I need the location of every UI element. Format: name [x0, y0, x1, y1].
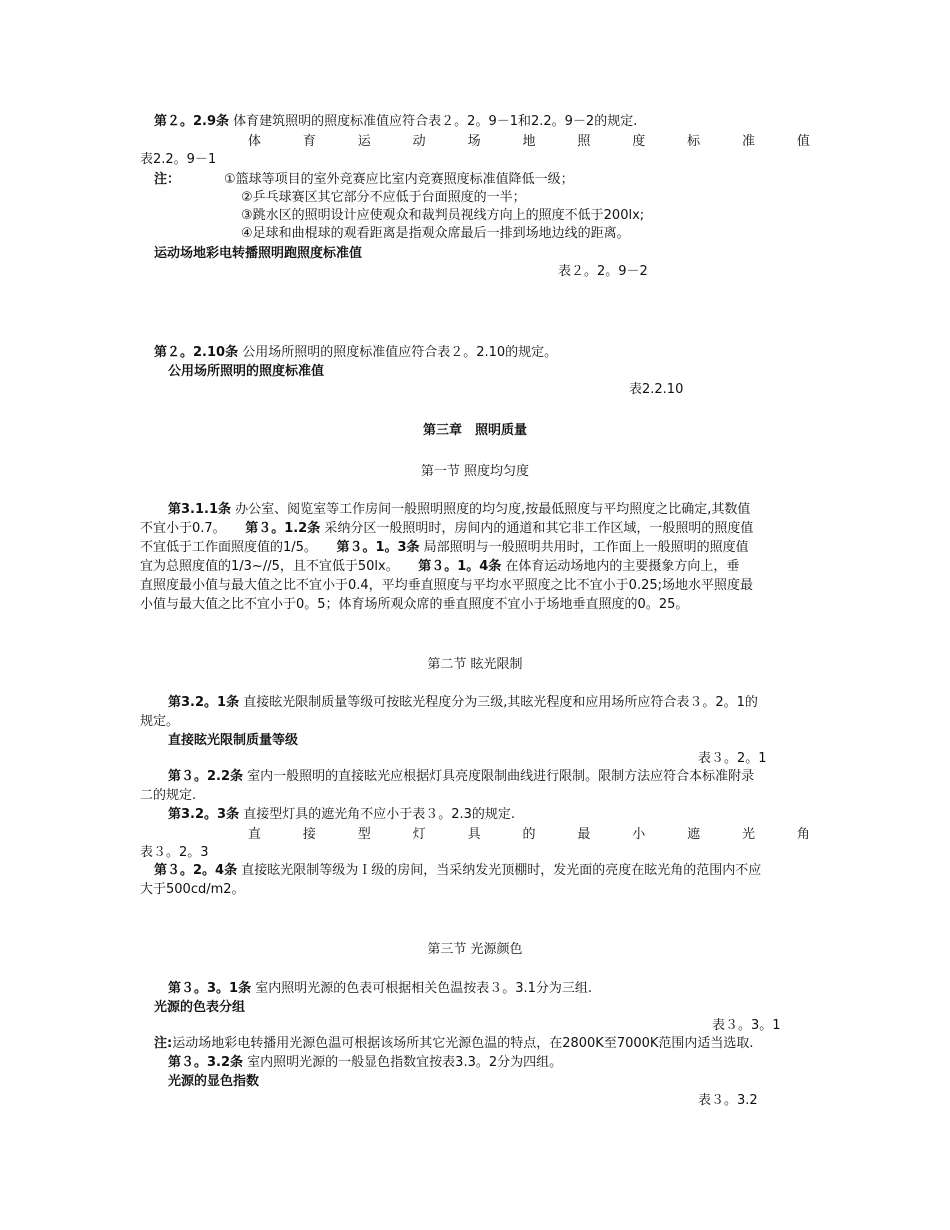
title-char: 体 — [248, 134, 262, 149]
note-item: ②乒乓球赛区其它部分不应低于台面照度的一半； — [241, 190, 526, 205]
title-char: 育 — [302, 134, 316, 149]
table-3-2-1-title: 直接眩光限制质量等级 — [168, 733, 299, 748]
title-char: 遮 — [687, 827, 701, 842]
title-char: 角 — [796, 827, 810, 842]
clause-label: 第３。2.2条 — [168, 769, 244, 784]
table-2-2-10-number: 表2.2.10 — [629, 382, 684, 397]
clause-label: 第３。2。4条 — [154, 863, 238, 878]
section-title: 第二节 眩光限制 — [427, 657, 523, 672]
clause-3-2-3 — [168, 805, 515, 825]
table-3-2-3-title — [248, 825, 810, 845]
paragraph-line — [140, 519, 753, 539]
paragraph-line — [168, 500, 750, 520]
title-char: 直 — [248, 827, 262, 842]
table-3-3-1-title: 光源的色表分组 — [154, 1000, 246, 1015]
clause-label: 第３。3.2条 — [168, 1055, 244, 1070]
clause-label: 第３。3。1条 — [168, 981, 252, 996]
title-char: 光 — [742, 827, 756, 842]
clause-3-3-2 — [168, 1053, 562, 1073]
title-char: 最 — [577, 827, 591, 842]
title-char: 的 — [522, 827, 536, 842]
title-char: 准 — [742, 134, 756, 149]
clause-3-3-1 — [168, 979, 592, 999]
notes-label: 注： — [154, 172, 181, 187]
note-3-3-1 — [154, 1034, 754, 1054]
clause-continuation: 大于500cd/m2。 — [140, 882, 245, 897]
paragraph-line: 直照度最小值与最大值之比不宜小于0.4，平均垂直照度与平均水平照度之比不宜小于0.25;场地水平照度最 — [140, 578, 754, 593]
table-2-2-9-1-number: 表2.2。9－1 — [140, 152, 217, 167]
title-char: 照 — [577, 134, 591, 149]
clause-label: 第3.2。1条 — [168, 695, 240, 710]
table-3-3-2-title: 光源的显色指数 — [168, 1074, 260, 1089]
title-char: 接 — [302, 827, 316, 842]
title-char: 场 — [467, 134, 481, 149]
clause-3-2-1 — [168, 693, 758, 713]
clause-2-2-10 — [154, 343, 557, 363]
line-text: 在体育运动场地内的主要摄象方向上，垂 — [501, 559, 740, 574]
note-item: ①篮球等项目的室外竞赛应比室内竞赛照度标准值降低一级； — [224, 172, 574, 187]
title-char: 灯 — [412, 827, 426, 842]
note-item: ④足球和曲棍球的观看距离是指观众席最后一排到场地边线的距离。 — [241, 226, 630, 241]
clause-text: 室内照明光源的色表可根据相关色温按表３。3.1分为三组. — [255, 981, 593, 996]
note-text: 运动场地彩电转播用光源色温可根据该场所其它光源色温的特点，在2800K至7000K范围内适当选取. — [172, 1036, 754, 1051]
table-3-2-1-number: 表３。2。1 — [698, 751, 767, 766]
chapter-title: 第三章 照明质量 — [422, 423, 527, 438]
table-2-2-10-title: 公用场所照明的照度标准值 — [168, 364, 325, 379]
clause-text: 室内一般照明的直接眩光应根据灯具亮度限制曲线进行限制。限制方法应符合本标准附录 — [247, 769, 755, 784]
title-char: 小 — [632, 827, 646, 842]
paragraph-line — [140, 538, 749, 558]
title-char: 标 — [687, 134, 701, 149]
clause-text: 直接眩光限制等级为Ｉ级的房间，当采纳发光顶棚时，发光面的亮度在眩光角的范围内不应 — [241, 863, 762, 878]
title-char: 型 — [357, 827, 371, 842]
clause-text: 体育建筑照明的照度标准值应符合表２。2。9－1和2.2。9－2的规定. — [233, 114, 638, 129]
clause-text: 室内照明光源的一般显色指数宜按表3.3。2分为四组。 — [247, 1055, 563, 1070]
paragraph-line — [140, 557, 739, 577]
clause-2-2-9 — [154, 112, 637, 132]
clause-label: 第２。2.10条 — [154, 345, 239, 360]
clause-label: 第3.2。3条 — [168, 807, 240, 822]
table-2-2-9-1-title — [248, 132, 810, 152]
clause-label: 第３。1。3条 — [336, 540, 420, 555]
clause-label: 第3.1.1条 — [168, 502, 232, 517]
clause-3-2-4 — [154, 861, 761, 881]
note-item: ③跳水区的照明设计应使观众和裁判员视线方向上的照度不低于200lx; — [241, 208, 645, 223]
title-char: 度 — [632, 134, 646, 149]
table-3-3-2-number: 表３。3.2 — [698, 1093, 758, 1108]
note-label: 注: — [154, 1036, 173, 1051]
clause-text: 公用场所照明的照度标准值应符合表２。2.10的规定。 — [242, 345, 558, 360]
line-text: 局部照明与一般照明共用时，工作面上一般照明的照度值 — [419, 540, 749, 555]
clause-label: 第３。1。4条 — [418, 559, 502, 574]
clause-text: 直接眩光限制质量等级可按眩光程度分为三级,其眩光程度和应用场所应符合表３。2。1的 — [243, 695, 758, 710]
clause-continuation: 二的规定. — [140, 788, 197, 803]
line-text: 不宜小于0.7。 — [140, 521, 246, 536]
clause-3-2-2 — [168, 767, 754, 787]
paragraph-line: 小值与最大值之比不宜小于0。5；体育场所观众席的垂直照度不宜小于场地垂直照度的0。25。 — [140, 597, 689, 612]
clause-label: 第３。1.2条 — [245, 521, 321, 536]
line-text: 采纳分区一般照明时，房间内的通道和其它非工作区域，一般照明的照度值 — [320, 521, 754, 536]
table-3-3-1-number: 表３。3。1 — [712, 1018, 781, 1033]
clause-continuation: 规定。 — [140, 714, 180, 729]
table-2-2-9-2-title: 运动场地彩电转播照明跑照度标准值 — [154, 246, 363, 261]
line-text: 不宜低于工作面照度值的1/5。 — [140, 540, 337, 555]
table-2-2-9-2-number: 表２。2。9－2 — [558, 264, 648, 279]
title-char: 具 — [467, 827, 481, 842]
section-title: 第三节 光源颜色 — [427, 942, 523, 957]
title-char: 动 — [412, 134, 426, 149]
clause-text: 直接型灯具的遮光角不应小于表３。2.3的规定. — [243, 807, 516, 822]
title-char: 地 — [522, 134, 536, 149]
title-char: 值 — [796, 134, 810, 149]
section-title: 第一节 照度均匀度 — [420, 464, 530, 479]
line-text: 办公室、阅览室等工作房间一般照明照度的均匀度,按最低照度与平均照度之比确定,其数值 — [231, 502, 751, 517]
clause-label: 第２。2.9条 — [154, 114, 230, 129]
line-text: 宜为总照度值的1/3~//5，且不宜低于50lx。 — [140, 559, 419, 574]
table-3-2-3-number: 表３。2。3 — [140, 845, 209, 860]
title-char: 运 — [357, 134, 371, 149]
